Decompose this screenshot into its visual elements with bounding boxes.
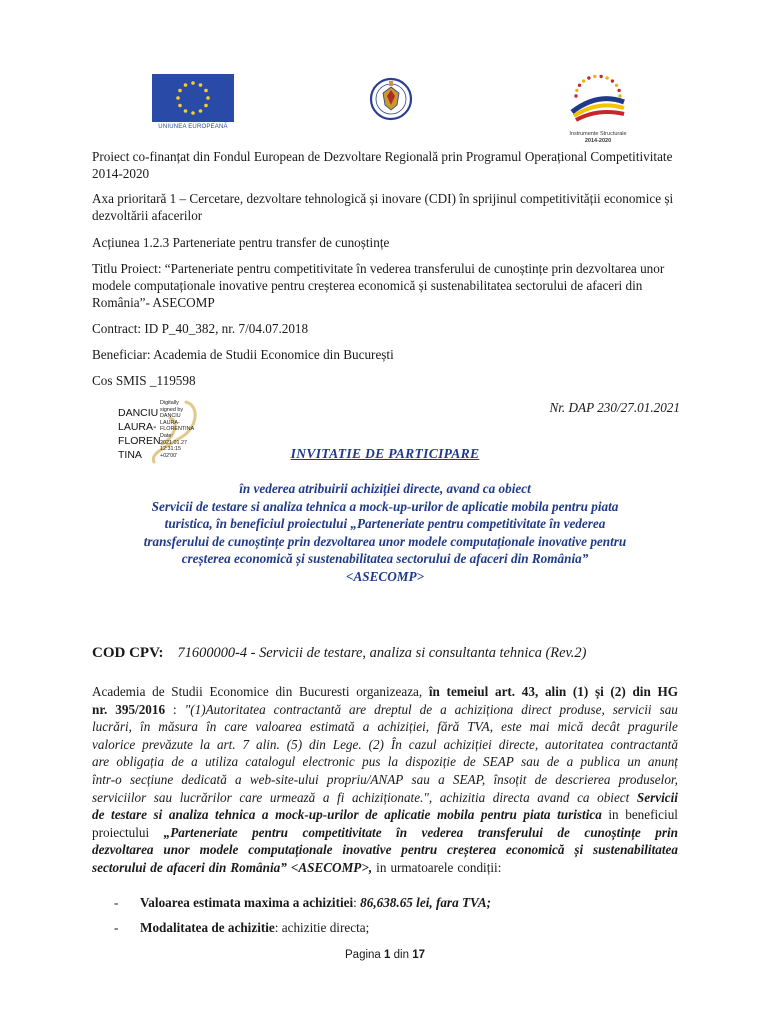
body-word: testare	[111, 807, 147, 823]
body-word: însoțit	[493, 771, 527, 787]
invitation-line: <ASECOMP>	[345, 568, 425, 584]
signature-detail-line: FLORENTINA	[160, 426, 195, 433]
invitation-line: în vederea atribuirii achiziției directe, avand ca obiect	[239, 481, 531, 496]
body-word: pragurile	[628, 719, 678, 735]
sf-star-icon	[617, 89, 620, 92]
bullet-dash: -	[114, 895, 119, 910]
body-word: a	[322, 789, 330, 805]
body-word: anunț	[647, 754, 678, 770]
sf-star-icon	[593, 75, 596, 78]
body-word: alin.	[256, 736, 280, 752]
axis-line: Axa prioritară 1 – Cercetare, dezvoltare tehnologică și inovare (CDI) în sprijinul competitivității economice și dezvoltării afacerilor	[92, 191, 674, 223]
body-word: are	[349, 701, 367, 717]
body-word: nr.	[92, 701, 108, 717]
body-word: a	[235, 771, 242, 787]
body-word: cazul	[408, 736, 437, 752]
smis-line: Cos SMIS _119598	[92, 373, 196, 388]
body-word: de	[546, 754, 560, 770]
body-word: in	[608, 807, 619, 823]
body-word: proiectului	[92, 824, 150, 840]
sf-star-icon	[575, 89, 578, 92]
body-line	[92, 718, 678, 736]
invitation-line: turistica, în beneficiul proiectului „Parteneriate pentru competitivitate în vederea	[164, 516, 606, 532]
eu-star-icon	[191, 111, 195, 115]
invitation-line: creșterea economică și sustenabilitatea sectorului de afaceri din România”	[181, 551, 589, 567]
body-word: computaționale	[248, 842, 333, 858]
body-word: de	[557, 824, 570, 840]
body-word: "(1)Autoritatea	[184, 701, 266, 717]
body-word: mobila	[436, 807, 475, 823]
body-word: ca	[577, 789, 590, 805]
body-word: din	[308, 736, 326, 752]
body-word: Economice	[209, 684, 269, 699]
body-word: turistica	[557, 807, 602, 823]
sf-star-icon	[599, 75, 602, 78]
body-word: afaceri	[166, 859, 205, 875]
sf-label-line1: Instrumente Structurale	[569, 131, 627, 137]
body-word: în	[396, 824, 408, 840]
body-word: TVA,	[467, 719, 494, 735]
body-word: de	[419, 701, 433, 717]
project-line: Proiect co-finanțat din Fondul European de Dezvoltare Regională prin Programul Operațional Competitivitate 2014-2020	[92, 149, 673, 181]
body-word: obiect	[597, 789, 630, 805]
project-title: Titlu Proiect: “Parteneriate pentru competitivitate în vederea transferului de cunoștințe prin dezvoltarea unor modele computaționale inovative pentru creșterea economică și sustenabilitatea sectorului de afaceri din România”- ASECOMP	[92, 261, 665, 310]
body-word: estimată	[309, 719, 355, 735]
body-line	[92, 789, 678, 807]
sf-star-icon	[605, 76, 608, 79]
body-word: mock-up-urilor	[275, 807, 359, 823]
body-word: dezvoltarea	[92, 842, 154, 858]
bullet-label: Modalitatea de achizitie	[140, 920, 275, 935]
body-word: serviciilor	[92, 789, 147, 805]
body-word: de	[463, 754, 476, 770]
body-word: decât	[591, 719, 620, 735]
signature-detail-line: 12:31:15	[160, 446, 181, 453]
body-word: piata	[523, 807, 551, 823]
body-word: descrierea	[555, 771, 611, 787]
body-word: urmează	[269, 789, 316, 805]
body-word: a	[362, 719, 370, 735]
body-word: achizitia	[439, 789, 486, 805]
body-word: direct	[521, 701, 552, 717]
body-word: transferului	[477, 824, 543, 840]
body-word: pentru	[401, 842, 438, 858]
body-paragraph	[92, 683, 678, 877]
body-word: competitivitate	[302, 824, 382, 840]
eu-label: UNIUNEA EUROPEANĂ	[158, 124, 228, 130]
body-word: Bucuresti	[298, 684, 350, 699]
body-word: achiziției,	[377, 719, 430, 735]
body-word: sau	[521, 754, 540, 770]
cpv-code	[92, 645, 586, 662]
body-word: art.	[494, 684, 516, 699]
signature-detail-line: Digitally	[160, 400, 179, 406]
sf-label-line2: 2014-2020	[584, 138, 612, 144]
body-word: pentru	[252, 824, 288, 840]
body-word: analiza	[168, 807, 209, 823]
body-word: este	[501, 719, 522, 735]
body-word: produselor,	[618, 771, 678, 787]
body-word: Lege.	[332, 736, 362, 752]
body-word: sau	[411, 771, 430, 787]
body-word: utiliza	[205, 754, 239, 770]
body-word: 395/2016	[115, 701, 166, 717]
bullet-separator: :	[353, 895, 361, 910]
body-word: urmatoarele	[390, 859, 454, 875]
body-word: a	[566, 754, 574, 770]
body-word: autoritatea	[545, 736, 604, 752]
footer-middle: din	[390, 949, 413, 961]
signature-detail-line: signed by	[160, 406, 184, 413]
eu-star-icon	[176, 96, 180, 100]
contract-line: Contract: ID P_40_382, nr. 7/04.07.2018	[92, 321, 309, 336]
footer-current-page: 1	[384, 949, 391, 961]
invitation-line: transferului de cunoștințe prin dezvoltarea unor modele computaționale inovative pentru	[143, 533, 627, 549]
signature-name	[118, 406, 161, 462]
eu-star-icon	[184, 109, 188, 113]
sf-star-icon	[618, 94, 621, 97]
structural-instruments-label	[562, 131, 634, 145]
signature-detail-line: LAURA-	[160, 419, 180, 426]
body-word: si	[153, 807, 163, 823]
body-line	[92, 841, 678, 859]
footer-prefix: Pagina	[345, 949, 385, 961]
body-word: a	[191, 754, 198, 770]
body-word: beneficiul	[625, 807, 678, 823]
body-word: sustenabilitatea	[592, 842, 678, 858]
body-word: aplicatie	[384, 807, 431, 823]
bullet-dash: -	[114, 920, 119, 935]
body-word: propriu/ANAP	[326, 771, 404, 787]
body-word: de	[152, 684, 165, 699]
body-word: la	[387, 754, 399, 770]
body-word: inovative	[342, 842, 392, 858]
body-word: fără	[437, 719, 460, 735]
body-word: mică	[557, 719, 584, 735]
body-word: (5)	[286, 736, 303, 752]
body-word: tehnica	[215, 807, 256, 823]
body-word: alin	[544, 684, 567, 699]
structural-instruments-logo	[562, 66, 634, 145]
body-word: (2)	[610, 684, 626, 699]
body-word: lucrărilor	[179, 789, 232, 805]
body-word: care	[224, 719, 248, 735]
sf-star-icon	[578, 84, 581, 87]
body-word: dedicată	[181, 771, 227, 787]
body-word: dispoziție	[405, 754, 456, 770]
signature-name-line: FLOREN	[118, 435, 161, 447]
sf-star-icon	[574, 94, 577, 97]
invitation-subject	[92, 480, 678, 586]
body-word: mai	[529, 719, 550, 735]
body-word: de	[534, 771, 548, 787]
body-word: lucrări,	[92, 719, 132, 735]
signature-detail-line: Date:	[160, 432, 173, 439]
action-line: Acțiunea 1.2.3 Parteneriate pentru transfer de cunoștințe	[92, 235, 390, 250]
eu-star-icon	[204, 89, 208, 93]
eu-star-icon	[199, 83, 203, 87]
bullet-label: Valoarea estimata maxima a achizitiei	[140, 895, 354, 910]
invitation-line: Servicii de testare si analiza tehnica a mock-up-urilor de aplicatie mobila pentru piata	[151, 498, 619, 514]
body-word: 43,	[521, 684, 539, 699]
body-word: Studii	[171, 684, 203, 699]
body-word: cunoștințe	[584, 824, 641, 840]
body-word: modele	[199, 842, 239, 858]
body-word: SEAP,	[452, 771, 486, 787]
body-word: de	[171, 754, 184, 770]
body-word: are	[92, 754, 110, 770]
body-line	[92, 736, 678, 754]
body-word: valoarea	[255, 719, 302, 735]
body-word: Servicii	[636, 789, 678, 805]
body-word: contractantă	[273, 701, 342, 717]
body-word: directa	[492, 789, 530, 805]
sf-star-icon	[582, 79, 585, 82]
body-word: în	[140, 719, 151, 735]
body-word: sectorului	[92, 859, 147, 875]
body-word: fi	[337, 789, 345, 805]
body-word: creșterea	[447, 842, 497, 858]
eu-logo	[152, 74, 234, 130]
body-word: de	[92, 807, 105, 823]
bullet-separator: :	[274, 920, 282, 935]
footer-total-pages: 17	[412, 949, 425, 961]
body-word: de	[150, 859, 163, 875]
body-word: care	[239, 789, 263, 805]
body-word: obligația	[116, 754, 165, 770]
body-word: dreptul	[374, 701, 412, 717]
body-word: achiziționa	[454, 701, 514, 717]
body-word: contractantă	[610, 736, 678, 752]
eu-star-icon	[191, 81, 195, 85]
bullet-value: 86,638.65 lei, fara TVA;	[360, 895, 492, 910]
body-line	[92, 683, 678, 701]
body-word: un	[627, 754, 641, 770]
body-word: sau	[153, 789, 173, 805]
body-word: (1)	[572, 684, 589, 699]
body-word: 7	[242, 736, 250, 752]
condition-bullet	[114, 895, 491, 911]
cpv-value: 71600000-4 - Servicii de testare, analiza si consultanta tehnica (Rev.2)	[177, 645, 587, 661]
body-word: avand	[537, 789, 570, 805]
body-word: în	[206, 719, 217, 735]
body-word: măsura	[158, 719, 198, 735]
body-word: unor	[163, 842, 190, 858]
body-word: din	[632, 684, 651, 699]
body-word: (2)	[368, 736, 384, 752]
body-word: „Parteneriate	[163, 824, 238, 840]
body-line	[92, 753, 678, 771]
body-word: și	[574, 842, 584, 858]
signature-name-line: LAURA-	[118, 421, 157, 433]
document-number: Nr. DAP 230/27.01.2021	[549, 400, 680, 415]
body-word: a	[438, 771, 445, 787]
eu-star-icon	[178, 104, 182, 108]
body-word: in	[376, 859, 387, 875]
signature-detail-line: DANCIU	[160, 413, 181, 420]
cpv-label: COD CPV:	[92, 645, 164, 661]
body-word: electronic	[302, 754, 355, 770]
signature-name-line: DANCIU	[118, 407, 159, 419]
signature-detail-line: 2021.01.27	[160, 439, 187, 446]
eu-star-icon	[184, 83, 188, 87]
body-word: pus	[362, 754, 381, 770]
page-footer	[0, 949, 770, 961]
body-word: la	[199, 736, 211, 752]
body-word: vederea	[421, 824, 464, 840]
body-word: prevăzute	[142, 736, 193, 752]
body-word: România”	[230, 859, 287, 875]
body-word: Academia	[92, 684, 146, 699]
eu-star-icon	[178, 89, 182, 93]
signature-detail-line: +02'00'	[160, 452, 178, 459]
body-word: secțiune	[129, 771, 174, 787]
body-word: din	[208, 859, 227, 875]
body-line	[92, 701, 678, 719]
eu-flag-icon	[152, 74, 234, 122]
sf-star-icon	[615, 84, 618, 87]
government-seal-icon	[368, 74, 414, 124]
body-word: servicii	[612, 701, 652, 717]
eu-star-icon	[206, 96, 210, 100]
body-word: achiziției	[443, 736, 492, 752]
body-word: temeiul	[446, 684, 489, 699]
body-line	[92, 771, 678, 789]
sf-star-icon	[611, 79, 614, 82]
body-word: valorice	[92, 736, 136, 752]
body-word: și	[594, 684, 604, 699]
body-word: În	[390, 736, 402, 752]
body-word: din	[275, 684, 293, 699]
body-word: publica	[580, 754, 621, 770]
body-word: produse,	[559, 701, 605, 717]
eu-star-icon	[199, 109, 203, 113]
body-word: condiții:	[457, 859, 502, 875]
bullet-value: achizitie directa;	[281, 920, 370, 935]
body-word: catalogul	[245, 754, 296, 770]
body-word: directe,	[498, 736, 539, 752]
body-word: organizeaza,	[356, 684, 423, 699]
body-word: economică	[505, 842, 565, 858]
body-line	[92, 824, 678, 842]
body-word: într-o	[92, 771, 122, 787]
body-word: art.	[216, 736, 236, 752]
signature-name-line: TINA	[118, 449, 142, 461]
body-word: achiziționate.",	[351, 789, 433, 805]
body-word: a	[261, 807, 269, 823]
body-word: prin	[655, 824, 678, 840]
invitation-title: INVITATIE DE PARTICIPARE	[290, 446, 480, 461]
body-word: în	[428, 684, 440, 699]
body-word: HG	[657, 684, 678, 699]
condition-bullet	[114, 920, 369, 936]
body-word: web-site-ului	[249, 771, 319, 787]
body-word: a	[440, 701, 447, 717]
body-word: SEAP	[483, 754, 514, 770]
body-word: de	[365, 807, 378, 823]
eu-star-icon	[204, 104, 208, 108]
body-line	[92, 859, 678, 877]
beneficiary-line: Beneficiar: Academia de Studii Economice din București	[92, 347, 394, 362]
body-word: :	[173, 701, 177, 717]
body-word: <ASECOMP>,	[290, 859, 373, 875]
structural-instruments-icon	[562, 66, 634, 126]
sf-star-icon	[587, 76, 590, 79]
body-word: pentru	[480, 807, 517, 823]
body-line	[92, 806, 678, 824]
body-word: sau	[659, 701, 678, 717]
